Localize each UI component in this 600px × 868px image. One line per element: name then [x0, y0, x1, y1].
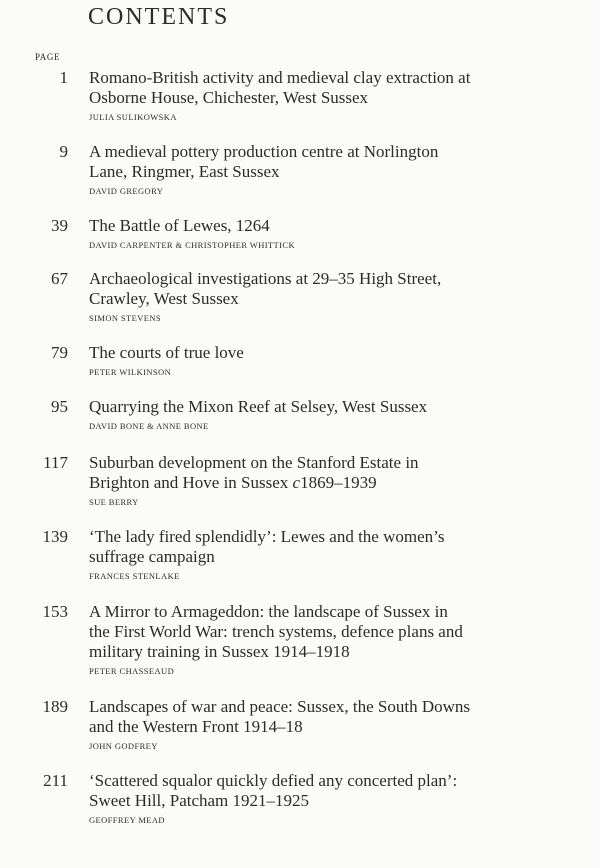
toc-article	[89, 527, 594, 582]
toc-title-line: Landscapes of war and peace: Sussex, the South Downs	[89, 697, 470, 716]
toc-title-line: the First World War: trench systems, defence plans and	[89, 622, 463, 641]
toc-title-line: Suburban development on the Stanford Estate in	[89, 453, 419, 472]
toc-title-line: The Battle of Lewes, 1264	[89, 216, 270, 235]
toc-article	[89, 68, 594, 123]
toc-page-number: 139	[42, 527, 68, 546]
toc-article	[89, 216, 594, 251]
toc-title-line: Sweet Hill, Patcham 1921–1925	[89, 791, 310, 810]
toc-title-line: and the Western Front 1914–18	[89, 717, 303, 736]
toc-author: DAVID GREGORY	[89, 186, 164, 196]
toc-article	[89, 397, 594, 432]
toc-author: SUE BERRY	[89, 497, 139, 507]
toc-title-line: ‘The lady fired splendidly’: Lewes and the women’s	[89, 527, 445, 546]
toc-article	[89, 697, 594, 752]
toc-page-number: 39	[51, 216, 68, 235]
toc-author: DAVID BONE & ANNE BONE	[89, 421, 209, 431]
toc-title-line: Archaeological investigations at 29–35 High Street,	[89, 269, 442, 288]
toc-author: GEOFFREY MEAD	[89, 815, 165, 825]
toc-page-number: 95	[51, 397, 68, 416]
toc-page-number: 189	[42, 697, 68, 716]
toc-title-line: Quarrying the Mixon Reef at Selsey, West Sussex	[89, 397, 428, 416]
page-column-label: PAGE	[35, 52, 61, 62]
toc-title-line: ‘Scattered squalor quickly defied any concerted plan’:	[89, 771, 458, 790]
toc-title-line: Osborne House, Chichester, West Sussex	[89, 88, 369, 107]
toc-title-line: Romano-British activity and medieval clay extraction at	[89, 68, 471, 87]
toc-title-line: Crawley, West Sussex	[89, 289, 239, 308]
toc-page-number: 79	[51, 343, 68, 362]
toc-title-line: military training in Sussex 1914–1918	[89, 642, 350, 661]
toc-page-number: 9	[59, 142, 68, 161]
toc-article	[89, 771, 594, 826]
toc-title-line: Lane, Ringmer, East Sussex	[89, 162, 280, 181]
toc-title-line: suffrage campaign	[89, 547, 215, 566]
toc-page-number: 211	[43, 771, 68, 790]
toc-title-line: A medieval pottery production centre at Norlington	[89, 142, 439, 161]
toc-article	[89, 453, 594, 508]
toc-author: PETER CHASSEAUD	[89, 666, 175, 676]
toc-article	[89, 142, 594, 197]
toc-author: PETER WILKINSON	[89, 367, 172, 377]
toc-page-number: 1	[59, 68, 68, 87]
toc-page-number: 117	[43, 453, 68, 472]
toc-title-line: The courts of true love	[89, 343, 244, 362]
toc-author: DAVID CARPENTER & CHRISTOPHER WHITTICK	[89, 240, 295, 250]
toc-author: FRANCES STENLAKE	[89, 571, 180, 581]
toc-article	[89, 602, 594, 677]
toc-author: SIMON STEVENS	[89, 313, 162, 323]
toc-page-number: 153	[42, 602, 68, 621]
toc-title-line: A Mirror to Armageddon: the landscape of Sussex in	[89, 602, 448, 621]
toc-article	[89, 343, 594, 378]
toc-page-number: 67	[51, 269, 68, 288]
toc-article	[89, 269, 594, 324]
contents-heading: CONTENTS	[88, 4, 230, 30]
toc-author: JULIA SULIKOWSKA	[89, 112, 177, 122]
toc-title-line: Brighton and Hove in Sussex c1869–1939	[89, 473, 377, 492]
toc-author: JOHN GODFREY	[89, 741, 158, 751]
